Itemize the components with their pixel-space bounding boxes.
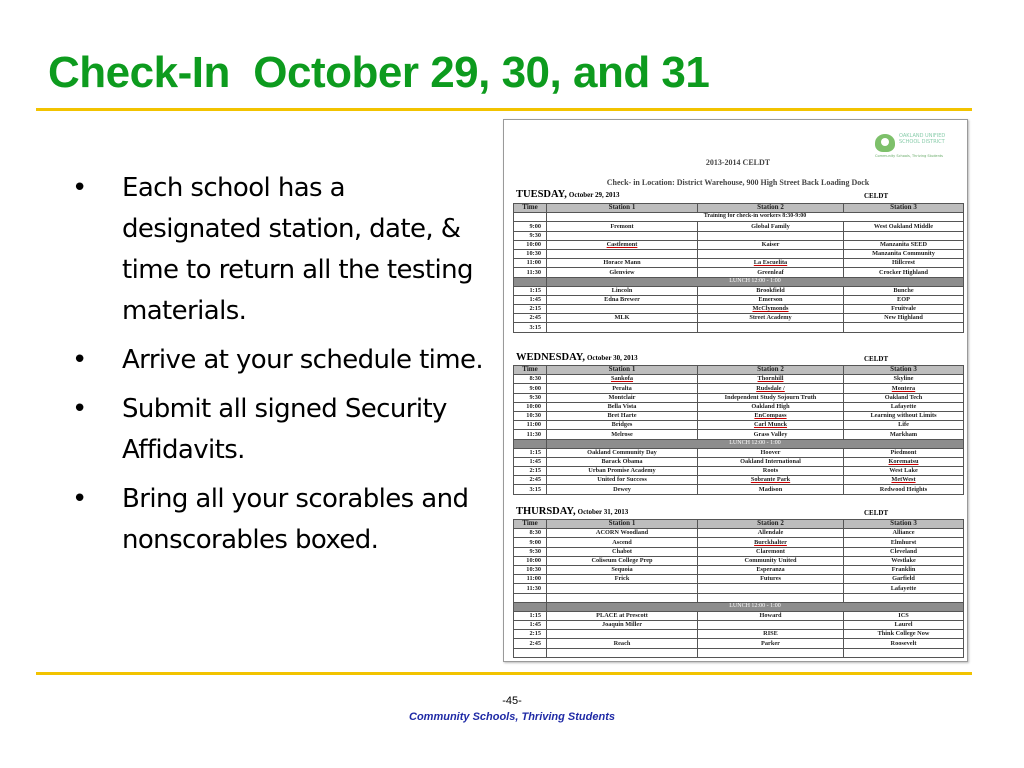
column-header: Station 2: [698, 204, 844, 213]
schedule-table: [513, 203, 964, 333]
station-cell: Sobrante Park: [698, 476, 844, 485]
logo-text: OAKLAND UNIFIED SCHOOL DISTRICT: [899, 133, 946, 145]
station-cell: PLACE at Prescott: [547, 611, 698, 620]
station-cell: Brookfield: [698, 286, 844, 295]
station-cell: Greenleaf: [698, 268, 844, 277]
time-cell: 2:45: [514, 476, 547, 485]
station-cell: Oakland High: [698, 402, 844, 411]
station-cell: [547, 630, 698, 639]
station-cell: Thornhill: [698, 375, 844, 384]
station-cell: RISE: [698, 630, 844, 639]
time-cell: 10:30: [514, 249, 547, 258]
day-date: October 30, 2013: [586, 354, 638, 362]
time-cell: 8:30: [514, 529, 547, 538]
station-cell: Frick: [547, 575, 698, 584]
time-cell: 9:30: [514, 547, 547, 556]
time-cell: [514, 648, 547, 657]
slide-title: Check-In October 29, 30, and 31: [48, 48, 710, 97]
table-row: [514, 268, 964, 277]
station-cell: [547, 231, 698, 240]
time-cell: 2:15: [514, 305, 547, 314]
time-cell: 11:00: [514, 575, 547, 584]
station-cell: Oakland Tech: [844, 393, 964, 402]
station-cell: MetWest: [844, 476, 964, 485]
table-header-row: [514, 204, 964, 213]
station-cell: Edna Brewer: [547, 295, 698, 304]
station-cell: Independent Study Sojourn Truth: [698, 393, 844, 402]
table-row: [514, 593, 964, 602]
lunch-row: [514, 439, 964, 448]
time-cell: 11:30: [514, 268, 547, 277]
time-cell: 1:45: [514, 295, 547, 304]
table-row: [514, 259, 964, 268]
station-cell: Bunche: [844, 286, 964, 295]
station-cell: MLK: [547, 314, 698, 323]
title-divider: [36, 108, 972, 111]
bullet-icon: •: [72, 345, 87, 375]
station-cell: La Escuelita: [698, 259, 844, 268]
station-cell: [844, 231, 964, 240]
station-cell: Sequoia: [547, 565, 698, 574]
station-cell: Life: [844, 421, 964, 430]
time-cell: [514, 213, 547, 222]
station-cell: Chabot: [547, 547, 698, 556]
station-cell: McClymonds: [698, 305, 844, 314]
station-cell: [844, 648, 964, 657]
time-cell: 11:30: [514, 584, 547, 593]
station-cell: Parker: [698, 639, 844, 648]
table-row: [514, 630, 964, 639]
station-cell: Alliance: [844, 529, 964, 538]
table-header-row: [514, 366, 964, 375]
time-cell: [514, 439, 547, 448]
station-cell: Roots: [698, 467, 844, 476]
station-cell: Lafayette: [844, 584, 964, 593]
station-cell: [547, 593, 698, 602]
station-cell: United for Success: [547, 476, 698, 485]
station-cell: Barack Obama: [547, 457, 698, 466]
bullet-text: Arrive at your schedule time.: [122, 345, 484, 375]
station-cell: Dewey: [547, 485, 698, 494]
bullet-text: Submit all signed Security Affidavits.: [122, 394, 447, 465]
table-row: [514, 457, 964, 466]
station-cell: Global Family: [698, 222, 844, 231]
station-cell: West Oakland Middle: [844, 222, 964, 231]
time-cell: 3:15: [514, 485, 547, 494]
station-cell: West Lake: [844, 467, 964, 476]
bullet-item: [70, 479, 490, 561]
station-cell: Montclair: [547, 393, 698, 402]
time-cell: 2:15: [514, 630, 547, 639]
station-cell: Cleveland: [844, 547, 964, 556]
station-cell: Claremont: [698, 547, 844, 556]
station-cell: Allendale: [698, 529, 844, 538]
station-cell: Hillcrest: [844, 259, 964, 268]
station-cell: Bridges: [547, 421, 698, 430]
station-cell: Emerson: [698, 295, 844, 304]
table-row: [514, 575, 964, 584]
table-row: [514, 485, 964, 494]
time-cell: 1:45: [514, 621, 547, 630]
station-cell: [698, 249, 844, 258]
station-cell: Rudsdale /: [698, 384, 844, 393]
station-cell: Glenview: [547, 268, 698, 277]
station-cell: [547, 323, 698, 332]
station-cell: [547, 648, 698, 657]
bullet-icon: •: [72, 173, 87, 203]
table-row: [514, 448, 964, 457]
time-cell: 9:00: [514, 222, 547, 231]
time-cell: 11:30: [514, 430, 547, 439]
day-celdt-label: CELDT: [864, 355, 889, 363]
time-cell: 1:15: [514, 448, 547, 457]
table-row: [514, 393, 964, 402]
training-row: [514, 213, 964, 222]
table-row: [514, 547, 964, 556]
station-cell: [698, 648, 844, 657]
station-cell: [698, 621, 844, 630]
time-cell: 2:45: [514, 639, 547, 648]
table-row: [514, 295, 964, 304]
station-cell: [547, 584, 698, 593]
schedule-table: [513, 519, 964, 658]
district-logo: [875, 132, 953, 160]
logo-subtitle: Community Schools, Thriving Students: [875, 154, 944, 158]
time-cell: 10:00: [514, 556, 547, 565]
bullet-list: [70, 168, 490, 569]
time-cell: 9:00: [514, 384, 547, 393]
schedule-document: [503, 119, 968, 662]
lunch-label: LUNCH 12:00 - 1:00: [547, 277, 964, 286]
station-cell: Carl Munck: [698, 421, 844, 430]
table-row: [514, 323, 964, 332]
station-cell: Sankofa: [547, 375, 698, 384]
footer-tagline: Community Schools, Thriving Students: [409, 711, 615, 723]
table-row: [514, 584, 964, 593]
station-cell: Burckhalter: [698, 538, 844, 547]
station-cell: Oakland Community Day: [547, 448, 698, 457]
bullet-item: [70, 168, 490, 332]
station-cell: Urban Promise Academy: [547, 467, 698, 476]
lunch-row: [514, 602, 964, 611]
time-cell: 1:15: [514, 286, 547, 295]
station-cell: Hoover: [698, 448, 844, 457]
time-cell: 2:45: [514, 314, 547, 323]
station-cell: EnCompass: [698, 411, 844, 420]
training-note: Training for check-in workers 8:30-9:00: [547, 213, 964, 222]
table-row: [514, 286, 964, 295]
column-header: Station 2: [698, 520, 844, 529]
station-cell: Grass Valley: [698, 430, 844, 439]
station-cell: Peralta: [547, 384, 698, 393]
time-cell: 9:00: [514, 538, 547, 547]
day-date: October 31, 2013: [577, 508, 629, 516]
schedule-table: [513, 365, 964, 495]
station-cell: Lafayette: [844, 402, 964, 411]
bullet-item: [70, 340, 490, 381]
station-cell: Esperanza: [698, 565, 844, 574]
time-cell: 11:00: [514, 421, 547, 430]
time-cell: 10:30: [514, 565, 547, 574]
day-heading: [516, 352, 638, 363]
column-header: Station 2: [698, 366, 844, 375]
day-name: TUESDAY,: [516, 189, 567, 200]
station-cell: Bret Harte: [547, 411, 698, 420]
station-cell: Redwood Heights: [844, 485, 964, 494]
bullet-icon: •: [72, 484, 87, 514]
table-row: [514, 231, 964, 240]
check-in-location: Check- in Location: District Warehouse, 900 High Street Back Loading Dock: [606, 178, 870, 187]
station-cell: Melrose: [547, 430, 698, 439]
table-row: [514, 529, 964, 538]
station-cell: Bella Vista: [547, 402, 698, 411]
station-cell: EOP: [844, 295, 964, 304]
time-cell: [514, 602, 547, 611]
station-cell: Fruitvale: [844, 305, 964, 314]
time-cell: 10:30: [514, 411, 547, 420]
time-cell: 1:45: [514, 457, 547, 466]
station-cell: Futures: [698, 575, 844, 584]
lunch-row: [514, 277, 964, 286]
column-header: Time: [514, 204, 547, 213]
column-header: Station 3: [844, 366, 964, 375]
station-cell: [698, 593, 844, 602]
station-cell: Elmhurst: [844, 538, 964, 547]
station-cell: Roosevelt: [844, 639, 964, 648]
bullet-text: Each school has a designated station, date, & time to return all the testing materials.: [122, 173, 473, 326]
time-cell: 9:30: [514, 231, 547, 240]
day-heading: [516, 506, 628, 517]
time-cell: 9:30: [514, 393, 547, 402]
document-title: 2013-2014 CELDT: [705, 158, 771, 167]
station-cell: Horace Mann: [547, 259, 698, 268]
station-cell: Crocker Highland: [844, 268, 964, 277]
station-cell: Think College Now: [844, 630, 964, 639]
station-cell: [844, 323, 964, 332]
station-cell: Community United: [698, 556, 844, 565]
lunch-label: LUNCH 12:00 - 1:00: [547, 602, 964, 611]
table-row: [514, 430, 964, 439]
table-row: [514, 648, 964, 657]
station-cell: Westlake: [844, 556, 964, 565]
column-header: Station 1: [547, 520, 698, 529]
day-celdt-label: CELDT: [864, 509, 889, 517]
station-cell: New Highland: [844, 314, 964, 323]
table-row: [514, 639, 964, 648]
page-number: -45-: [502, 695, 522, 707]
day-celdt-label: CELDT: [864, 192, 889, 200]
column-header: Time: [514, 520, 547, 529]
time-cell: [514, 593, 547, 602]
table-row: [514, 538, 964, 547]
station-cell: [547, 305, 698, 314]
station-cell: Manzanita SEED: [844, 240, 964, 249]
table-row: [514, 421, 964, 430]
column-header: Station 3: [844, 204, 964, 213]
bullet-icon: •: [72, 394, 87, 424]
time-cell: 1:15: [514, 611, 547, 620]
column-header: Time: [514, 366, 547, 375]
table-row: [514, 249, 964, 258]
time-cell: 10:00: [514, 402, 547, 411]
table-row: [514, 467, 964, 476]
time-cell: 3:15: [514, 323, 547, 332]
column-header: Station 1: [547, 204, 698, 213]
table-row: [514, 384, 964, 393]
bullet-text: Bring all your scorables and nonscorables boxed.: [122, 484, 469, 555]
table-header-row: [514, 520, 964, 529]
day-name: WEDNESDAY,: [516, 352, 585, 363]
station-cell: [698, 323, 844, 332]
station-cell: Piedmont: [844, 448, 964, 457]
time-cell: 11:00: [514, 259, 547, 268]
station-cell: [698, 231, 844, 240]
column-header: Station 3: [844, 520, 964, 529]
station-cell: Lincoln: [547, 286, 698, 295]
day-date: October 29, 2013: [568, 191, 620, 199]
station-cell: Montera: [844, 384, 964, 393]
station-cell: ICS: [844, 611, 964, 620]
station-cell: Coliseum College Prep: [547, 556, 698, 565]
station-cell: Learning without Limits: [844, 411, 964, 420]
table-row: [514, 314, 964, 323]
table-row: [514, 556, 964, 565]
table-row: [514, 565, 964, 574]
bullet-item: [70, 389, 490, 471]
station-cell: Skyline: [844, 375, 964, 384]
station-cell: Oakland International: [698, 457, 844, 466]
station-cell: Madison: [698, 485, 844, 494]
station-cell: Street Academy: [698, 314, 844, 323]
station-cell: [547, 249, 698, 258]
station-cell: Markham: [844, 430, 964, 439]
time-cell: 10:00: [514, 240, 547, 249]
station-cell: Fremont: [547, 222, 698, 231]
lunch-label: LUNCH 12:00 - 1:00: [547, 439, 964, 448]
column-header: Station 1: [547, 366, 698, 375]
station-cell: ACORN Woodland: [547, 529, 698, 538]
table-row: [514, 222, 964, 231]
table-row: [514, 411, 964, 420]
station-cell: Reach: [547, 639, 698, 648]
table-row: [514, 611, 964, 620]
table-row: [514, 305, 964, 314]
time-cell: 2:15: [514, 467, 547, 476]
table-row: [514, 621, 964, 630]
table-row: [514, 240, 964, 249]
station-cell: Laurel: [844, 621, 964, 630]
station-cell: Castlemont: [547, 240, 698, 249]
station-cell: Howard: [698, 611, 844, 620]
footer-divider: [36, 672, 972, 675]
station-cell: [844, 593, 964, 602]
station-cell: Manzanita Community: [844, 249, 964, 258]
table-row: [514, 402, 964, 411]
station-cell: Joaquin Miller: [547, 621, 698, 630]
time-cell: 8:30: [514, 375, 547, 384]
station-cell: [698, 584, 844, 593]
station-cell: Franklin: [844, 565, 964, 574]
table-row: [514, 476, 964, 485]
station-cell: Kaiser: [698, 240, 844, 249]
day-name: THURSDAY,: [516, 506, 576, 517]
table-row: [514, 375, 964, 384]
station-cell: Korematsu: [844, 457, 964, 466]
station-cell: Garfield: [844, 575, 964, 584]
time-cell: [514, 277, 547, 286]
station-cell: Ascend: [547, 538, 698, 547]
oak-leaf-icon: [875, 134, 895, 152]
day-heading: [516, 189, 620, 200]
